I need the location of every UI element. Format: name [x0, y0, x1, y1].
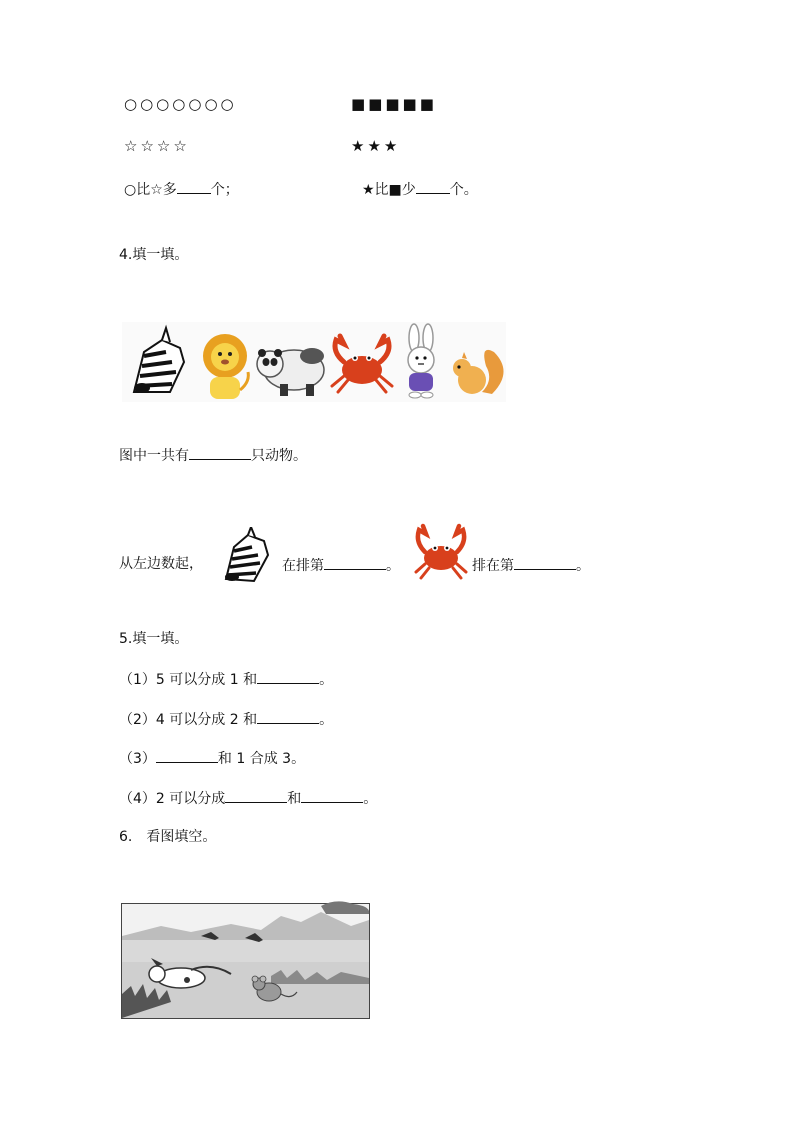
- q5-item-1-end: 。: [319, 672, 334, 688]
- q5-item-2-end: 。: [319, 712, 334, 728]
- answer-blank[interactable]: [225, 788, 287, 803]
- crab-position: [472, 555, 590, 575]
- zebra-position: [282, 555, 400, 575]
- compare-left-text: ○比☆多: [124, 182, 177, 198]
- compare-question-right: [362, 179, 478, 199]
- white-stars-row: ☆☆☆☆: [124, 137, 190, 155]
- answer-blank[interactable]: [257, 669, 319, 684]
- answer-blank[interactable]: [189, 445, 251, 460]
- answer-blank[interactable]: [156, 748, 218, 763]
- q5-item-4-text: （4）2 可以分成: [119, 791, 226, 807]
- q5-item-2: [119, 709, 333, 729]
- answer-blank[interactable]: [301, 788, 363, 803]
- zebra-position-end: 。: [386, 558, 400, 574]
- q5-item-1-text: （1）5 可以分成 1 和: [119, 672, 258, 688]
- zebra-position-text: 在排第: [282, 558, 324, 574]
- q5-heading: 5.填一填。: [119, 631, 189, 647]
- answer-blank[interactable]: [177, 179, 211, 194]
- squares-row: ■■■■■: [351, 95, 437, 113]
- q5-item-4-mid: 和: [287, 791, 302, 807]
- total-text-end: 只动物。: [251, 448, 307, 464]
- q5-item-1: [119, 669, 333, 689]
- crab-icon: [413, 522, 469, 582]
- crab-position-text: 排在第: [472, 558, 514, 574]
- position-prefix: 从左边数起，: [119, 556, 203, 572]
- total-text: 图中一共有: [119, 448, 189, 464]
- crab-position-end: 。: [576, 558, 590, 574]
- circles-row: ○○○○○○○: [124, 95, 237, 113]
- answer-blank[interactable]: [257, 709, 319, 724]
- q5-item-3-text: （3）: [119, 751, 156, 767]
- q5-item-3: [119, 748, 305, 768]
- q5-item-2-text: （2）4 可以分成 2 和: [119, 712, 258, 728]
- compare-left-unit: 个；: [210, 182, 239, 198]
- total-question: [119, 445, 307, 465]
- compare-right-unit: 个。: [449, 182, 478, 198]
- answer-blank[interactable]: [514, 555, 576, 570]
- q5-item-3-end: 和 1 合成 3。: [217, 751, 306, 767]
- q5-item-4: [119, 788, 377, 808]
- q4-heading: 4.填一填。: [119, 247, 189, 263]
- q6-heading: 6. 看图填空。: [119, 829, 217, 845]
- black-stars-row: ★★★: [351, 137, 401, 155]
- zebra-icon: [218, 527, 278, 587]
- animals-strip: [122, 322, 506, 402]
- q5-item-4-end: 。: [363, 791, 378, 807]
- answer-blank[interactable]: [416, 179, 450, 194]
- compare-right-text: ★比■少: [362, 182, 416, 198]
- compare-question-left: [124, 179, 239, 199]
- scene-picture: [121, 900, 371, 1020]
- answer-blank[interactable]: [324, 555, 386, 570]
